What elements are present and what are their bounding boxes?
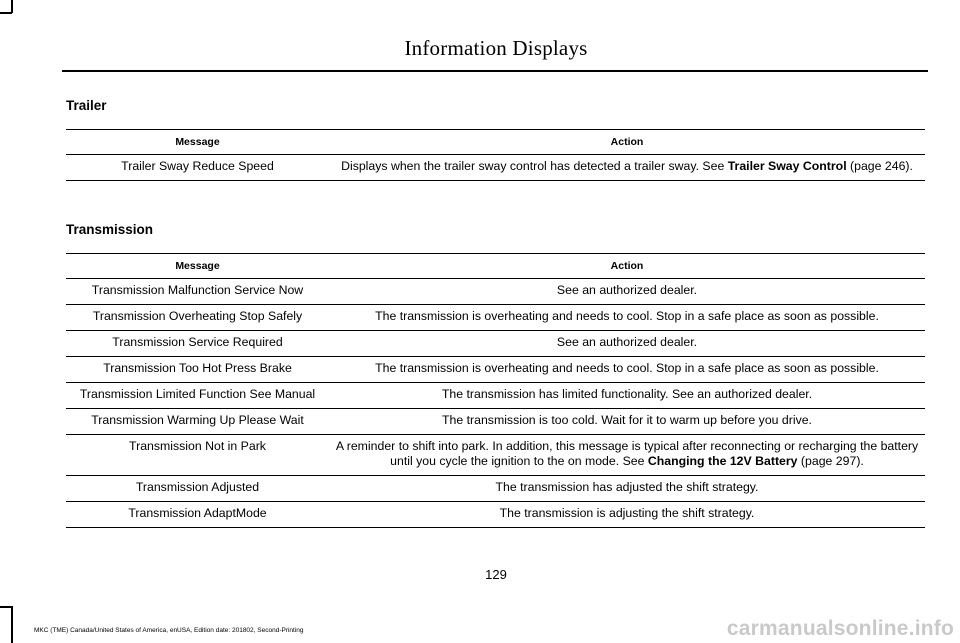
message-cell: Trailer Sway Reduce Speed [121,159,274,173]
table-header-row [66,254,925,279]
action-text: The transmission is too cold. Wait for it to warm up before you drive. [442,413,812,427]
action-text: The transmission is adjusting the shift strategy. [499,506,755,520]
table-row [66,435,925,476]
table-row [66,502,925,528]
table-row [66,305,925,331]
action-cell [329,435,925,476]
table-header-row [66,130,925,155]
table-row [66,279,925,305]
action-text: The transmission has limited functionality. See an authorized dealer. [441,387,813,401]
cross-reference-link[interactable]: Trailer Sway Control [727,159,847,173]
transmission-table-body [66,279,925,528]
transmission-table [66,253,925,528]
message-cell: Transmission Adjusted [66,476,329,502]
page-header-title: Information Displays [404,36,588,60]
action-text: The transmission has adjusted the shift strategy. [495,480,759,494]
action-cell [329,331,925,357]
message-cell: Transmission Too Hot Press Brake [66,357,329,383]
message-cell: Transmission Warming Up Please Wait [66,409,329,435]
crop-mark [11,606,13,643]
crop-mark [11,0,13,13]
action-cell [329,279,925,305]
message-cell: Transmission Malfunction Service Now [91,283,304,297]
footer-edition-text: MKC (TME) Canada/United States of America, enUSA, Edition date: 201802, Second-Printing [34,627,304,634]
action-cell [329,357,925,383]
message-cell: Transmission Not in Park [66,435,329,476]
action-cell [329,305,925,331]
trailer-table [66,129,925,181]
action-cell [329,155,925,181]
column-header-action: Action [329,130,925,155]
cross-reference-link[interactable]: Changing the 12V Battery [647,454,798,468]
header-rule [62,70,928,72]
table-row [66,155,925,181]
action-text: A reminder to shift into park. In addition, this message is typical after reconnecting or recharging the battery until you cycle the ignition to the on mode. See [335,439,919,468]
action-text: The transmission is overheating and needs to cool. Stop in a safe place as soon as possible. [375,361,879,375]
message-cell: Transmission Service Required [66,331,329,357]
action-text: (page 246). [846,159,913,173]
action-cell [329,409,925,435]
action-text: See an authorized dealer. [556,335,698,349]
action-cell [329,383,925,409]
message-cell: Transmission Overheating Stop Safely [66,305,329,331]
page-number: 129 [485,567,507,582]
table-row [66,383,925,409]
section-title-trailer: Trailer [66,98,107,113]
message-cell: Transmission AdaptMode [66,502,329,528]
action-text: The transmission is overheating and needs to cool. Stop in a safe place as soon as possible. [375,309,879,323]
table-row [66,409,925,435]
action-text: Displays when the trailer sway control has detected a trailer sway. See [341,159,728,173]
trailer-table-body [66,155,925,181]
watermark: carmanualsonline.info [726,617,954,640]
column-header-message: Message [66,254,329,279]
message-cell: Transmission Limited Function See Manual [66,383,329,409]
table-row [66,476,925,502]
action-cell [329,476,925,502]
column-header-action: Action [329,254,925,279]
table-row [66,331,925,357]
column-header-message: Message [66,130,329,155]
table-row [66,357,925,383]
action-text: See an authorized dealer. [556,283,698,297]
action-cell [329,502,925,528]
action-text: (page 297). [797,454,864,468]
section-title-transmission: Transmission [66,222,154,237]
